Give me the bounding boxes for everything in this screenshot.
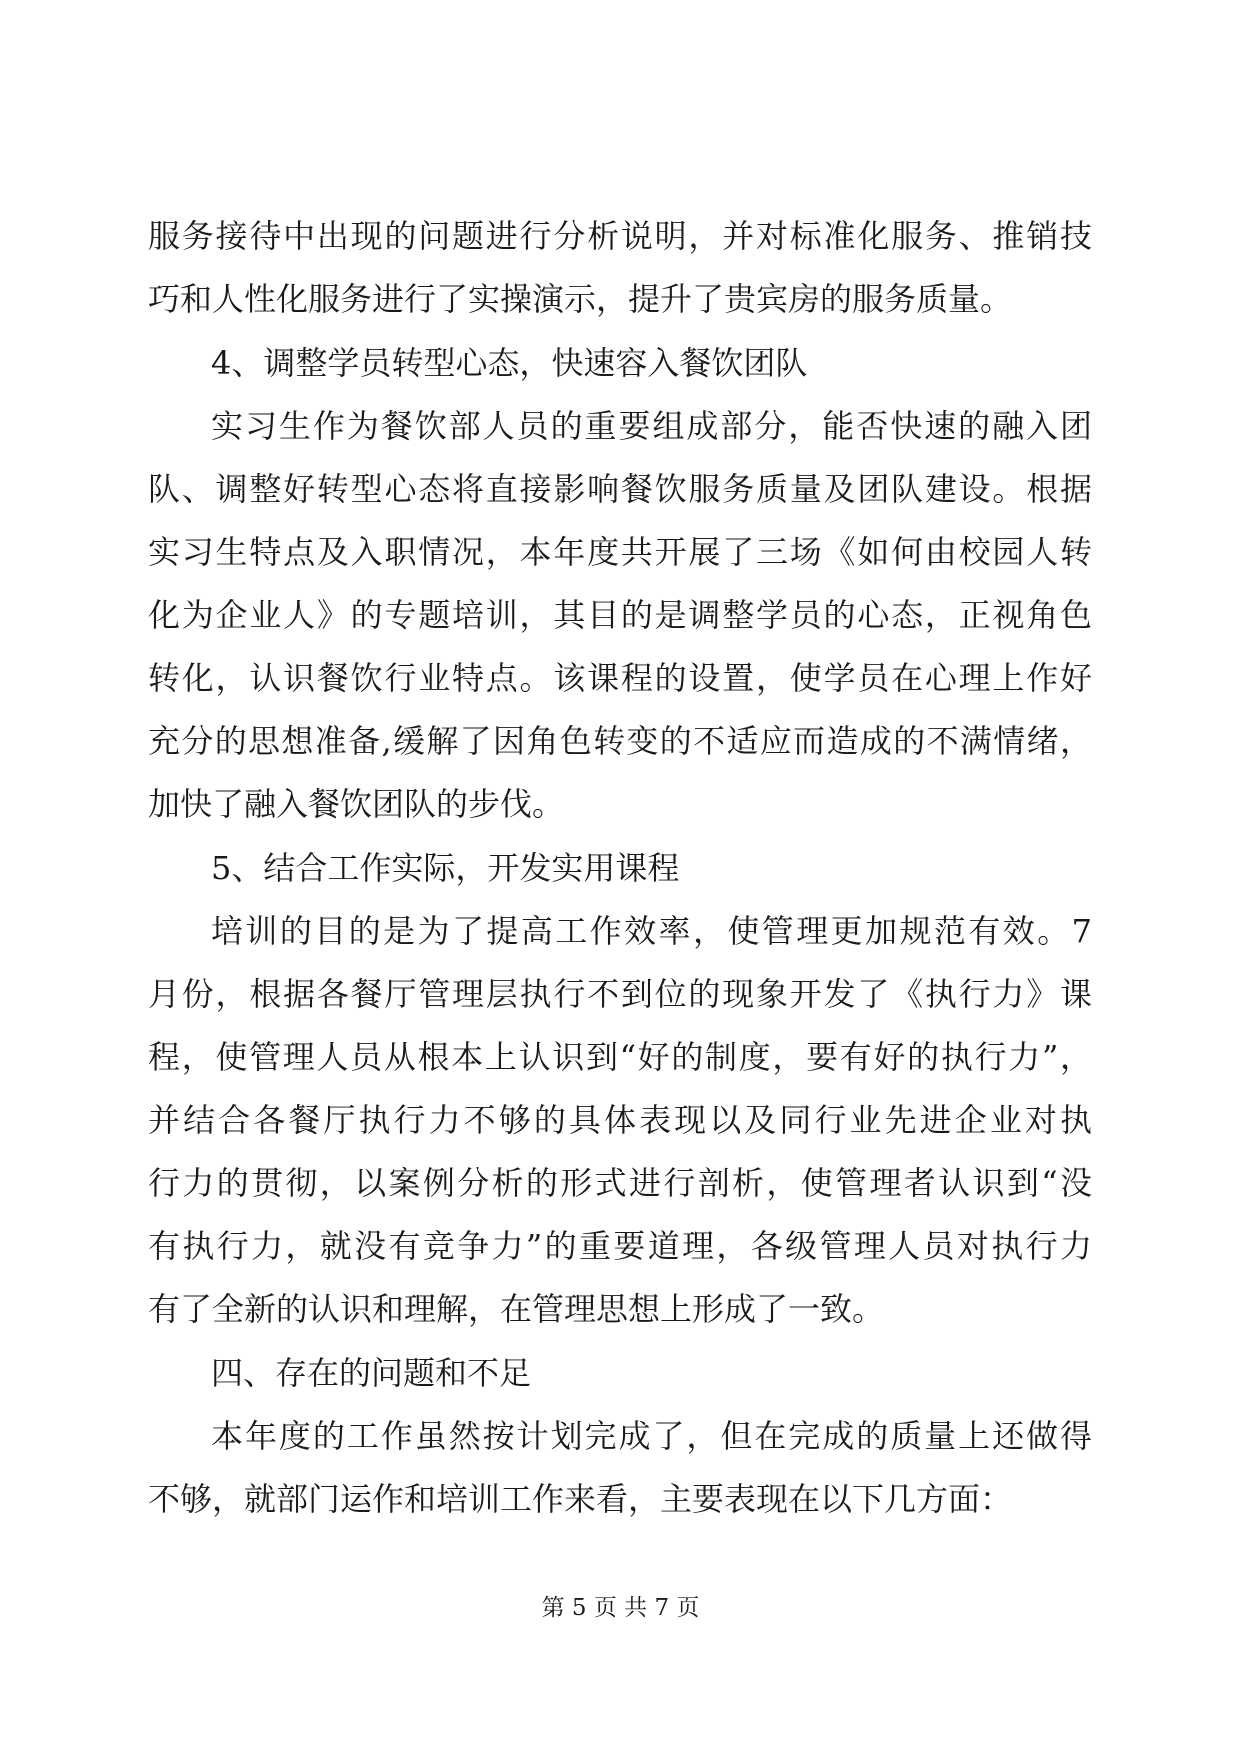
paragraph-line: 并结合各餐厅执行力不够的具体表现以及同行业先进企业对执 (148, 1101, 1092, 1139)
page-number-footer: 第 5 页 共 7 页 (541, 1595, 700, 1621)
paragraph-line: 实习生特点及入职情况，本年度共开展了三场《如何由校园人转 (148, 533, 1092, 571)
paragraph-line: 充分的思想准备,缓解了因角色转变的不适应而造成的不满情绪， (148, 722, 1092, 760)
paragraph-line: 程，使管理人员从根本上认识到“好的制度，要有好的执行力”， (148, 1038, 1092, 1076)
paragraph-line: 不够，就部门运作和培训工作来看，主要表现在以下几方面： (148, 1480, 1013, 1518)
paragraph-line: 本年度的工作虽然按计划完成了，但在完成的质量上还做得 (211, 1417, 1092, 1455)
section-heading: 四、存在的问题和不足 (211, 1354, 532, 1392)
section-heading: 4、调整学员转型心态，快速容入餐饮团队 (211, 344, 808, 382)
paragraph-line: 有了全新的认识和理解，在管理思想上形成了一致。 (148, 1290, 885, 1328)
paragraph-line: 培训的目的是为了提高工作效率，使管理更加规范有效。7 (211, 912, 1092, 950)
paragraph-line: 加快了融入餐饮团队的步伐。 (148, 785, 565, 823)
paragraph-line: 实习生作为餐饮部人员的重要组成部分，能否快速的融入团 (211, 407, 1092, 445)
paragraph-line: 队、调整好转型心态将直接影响餐饮服务质量及团队建设。根据 (148, 470, 1092, 508)
paragraph-line: 化为企业人》的专题培训，其目的是调整学员的心态，正视角色 (148, 596, 1092, 634)
paragraph-line: 转化，认识餐饮行业特点。该课程的设置，使学员在心理上作好 (148, 659, 1092, 697)
paragraph-line: 月份，根据各餐厅管理层执行不到位的现象开发了《执行力》课 (148, 975, 1092, 1013)
paragraph-line: 行力的贯彻，以案例分析的形式进行剖析，使管理者认识到“没 (148, 1164, 1092, 1202)
paragraph-line: 有执行力，就没有竞争力”的重要道理，各级管理人员对执行力 (148, 1227, 1092, 1265)
section-heading: 5、结合工作实际，开发实用课程 (211, 849, 680, 887)
paragraph-line: 巧和人性化服务进行了实操演示，提升了贵宾房的服务质量。 (148, 280, 1013, 318)
paragraph-line: 服务接待中出现的问题进行分析说明，并对标准化服务、推销技 (148, 217, 1092, 255)
